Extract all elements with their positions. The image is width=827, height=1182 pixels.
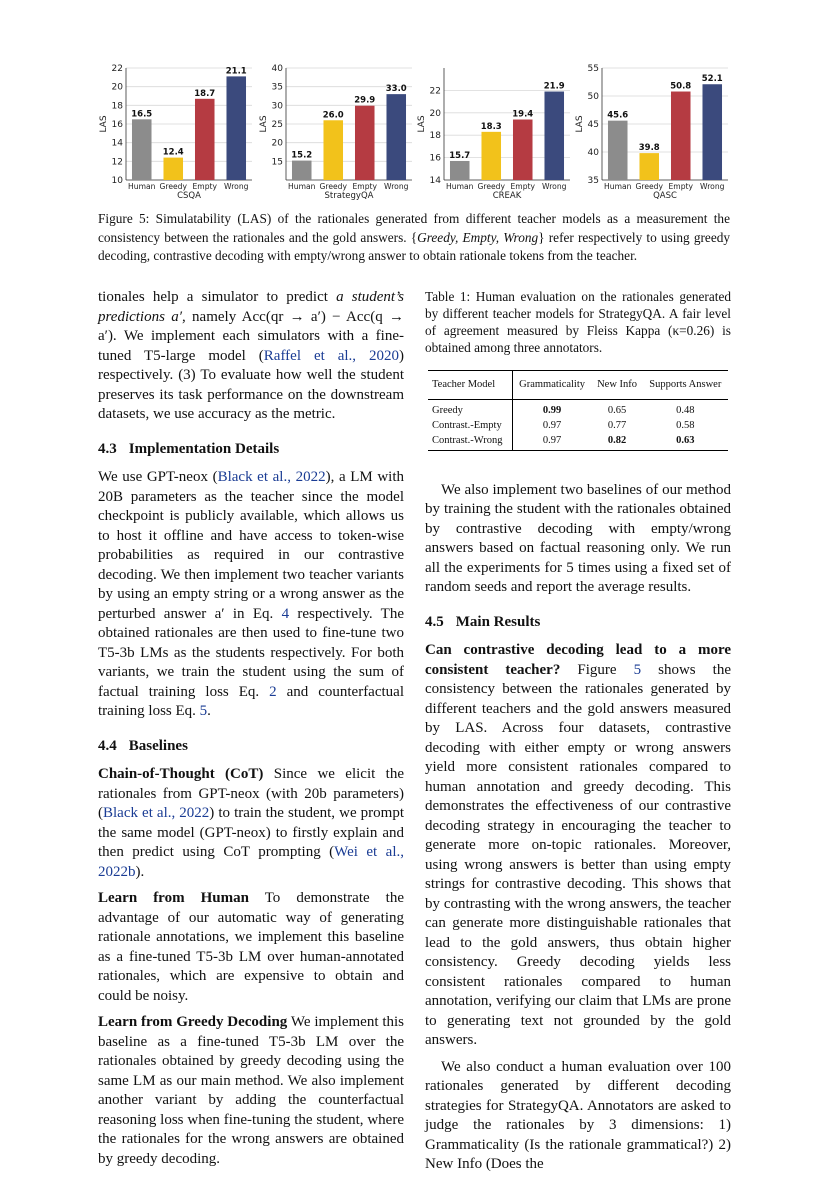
y-axis-label: LAS xyxy=(575,115,585,133)
chart-csqa xyxy=(96,60,256,205)
x-axis-label: CSQA xyxy=(177,191,201,201)
data-label: 15.7 xyxy=(449,150,471,161)
x-tick-label: Empty xyxy=(668,182,693,191)
bar xyxy=(702,84,722,180)
x-tick-label: Greedy xyxy=(159,182,187,191)
chart-creak xyxy=(414,60,574,205)
y-tick-label: 45 xyxy=(587,120,599,130)
x-tick-label: Wrong xyxy=(384,182,409,191)
bar xyxy=(639,153,659,180)
y-tick-label: 15 xyxy=(271,157,283,168)
bar xyxy=(323,120,343,180)
citation-link[interactable]: Wei et al., 2022b xyxy=(98,844,404,880)
bar xyxy=(163,158,183,180)
y-axis-label: LAS xyxy=(259,115,269,133)
section-heading-4-5: 4.5 Main Results xyxy=(425,613,541,630)
data-label: 52.1 xyxy=(701,74,723,85)
x-tick-label: Wrong xyxy=(542,182,567,191)
y-axis-label: LAS xyxy=(417,115,427,133)
bar xyxy=(132,119,152,180)
y-tick-label: 40 xyxy=(587,148,599,158)
data-label: 12.4 xyxy=(162,147,184,158)
bar xyxy=(226,76,246,180)
bar xyxy=(450,161,470,180)
bar xyxy=(671,92,691,180)
data-label: 50.8 xyxy=(670,81,692,92)
human-eval-table xyxy=(428,370,728,451)
y-tick-label: 18 xyxy=(111,101,123,112)
section-heading-4-3: 4.3 Implementation Details xyxy=(98,440,280,457)
data-label: 18.7 xyxy=(194,88,216,99)
y-tick-label: 14 xyxy=(111,138,123,149)
y-tick-label: 22 xyxy=(429,86,441,97)
data-label: 26.0 xyxy=(322,110,344,121)
x-tick-label: Greedy xyxy=(635,182,663,191)
y-tick-label: 20 xyxy=(429,108,441,119)
citation-link[interactable]: Black et al., 2022 xyxy=(217,469,326,485)
y-tick-label: 25 xyxy=(271,120,283,130)
equation-ref-link[interactable]: 2 xyxy=(269,683,277,700)
paragraph: We also implement two baselines of our method by training the student with the rationales obtained by contrastive decoding with empty/wrong answers based on factual reasoning only. We run all the experiments for 5 times using a fixed set of random seeds and report the average results. xyxy=(425,481,731,595)
paragraph: Chain-of-Thought (CoT) Since we elicit the rationales from GPT-neox (with 20b parameters) (Black et al., 2022) to train the student, we prompt the same model (GPT-neox) to firstly explain and then predict using CoT prompting (Wei et al., 2022b). xyxy=(98,766,404,880)
citation-link[interactable]: Raffel et al., 2020 xyxy=(263,347,399,364)
y-tick-label: 18 xyxy=(429,131,441,142)
table-header: Supports Answer xyxy=(643,371,728,400)
y-axis-label: LAS xyxy=(99,115,109,133)
chart-qasc xyxy=(572,60,732,205)
y-tick-label: 22 xyxy=(111,64,123,74)
paragraph: Learn from Human To demonstrate the advantage of our automatic way of generating rationale annotations, we implement this baseline as a fine-tuned T5-3b LM over human-annotated rationales, which are expensive to obtain and could be noisy. xyxy=(98,890,404,1004)
left-column xyxy=(98,288,404,1176)
x-tick-label: Human xyxy=(128,182,156,191)
paragraph: Learn from Greedy Decoding We implement this baseline as a fine-tuned T5-3b LM over the rationales obtained by greedy decoding using the same LM as our main method. We also implement another variant by adding the counterfactual reasoning loss when fine-tuning the student, where the rationales for the wrong answers are obtained by greedy decoding. xyxy=(98,1014,404,1167)
y-tick-label: 35 xyxy=(587,176,599,186)
x-tick-label: Empty xyxy=(192,182,217,191)
y-tick-label: 50 xyxy=(587,92,599,102)
figure-caption: Figure 5: Simulatability (LAS) of the rationales generated from different teacher models as a measurement the consistency between the rationales and the gold answers. {Greedy, Empty, Wrong} refer respectively to using greedy decoding, contrastive decoding with empty/wrong answer to obtain rationale tokens from the teacher. xyxy=(98,211,731,263)
table-header: Grammaticality xyxy=(512,371,591,400)
table-row: Contrast.-Empty 0.97 0.77 0.58 xyxy=(428,418,728,433)
x-axis-label: CREAK xyxy=(492,191,522,201)
bar xyxy=(195,99,215,180)
table-caption: Table 1: Human evaluation on the rationales generated by different teacher models for StrategyQA. A fair level of agreement measured by Fleiss Kappa (κ=0.26) is obtained among three annotators. xyxy=(425,289,731,355)
paragraph: We also conduct a human evaluation over 100 rationales generated by different decoding strategies for StrategyQA. Annotators are asked to judge the rationales by 3 dimensions: 1) Grammaticality (Is the rationale grammatical?) 2) New Info (Does the xyxy=(425,1058,731,1172)
table-header: Teacher Model xyxy=(428,371,512,400)
y-tick-label: 10 xyxy=(111,176,123,186)
y-tick-label: 40 xyxy=(271,64,283,74)
y-tick-label: 16 xyxy=(429,153,441,164)
x-tick-label: Wrong xyxy=(224,182,249,191)
bar xyxy=(481,132,501,180)
data-label: 19.4 xyxy=(512,109,534,120)
x-axis-label: StrategyQA xyxy=(324,191,374,201)
y-tick-label: 20 xyxy=(111,82,123,93)
section-heading-4-4: 4.4 Baselines xyxy=(98,737,188,754)
y-tick-label: 30 xyxy=(271,101,283,112)
bar xyxy=(355,106,375,180)
equation-ref-link[interactable]: 4 xyxy=(281,605,290,622)
data-label: 33.0 xyxy=(385,84,407,95)
bar xyxy=(513,120,533,180)
data-label: 21.1 xyxy=(225,66,247,77)
x-tick-label: Greedy xyxy=(477,182,505,191)
data-label: 29.9 xyxy=(354,95,376,106)
y-tick-label: 16 xyxy=(111,120,123,130)
table-header: New Info xyxy=(592,371,643,400)
y-tick-label: 14 xyxy=(429,176,441,186)
bar xyxy=(292,161,312,180)
y-tick-label: 12 xyxy=(111,157,123,168)
figure-ref-link[interactable]: 5 xyxy=(633,661,642,678)
paragraph: tionales help a simulator to predict a student’s predictions a′, namely Acc(qr → a′) − Acc(q → a′). We implement each simulators with a fine-tuned T5-large model (Raffel et al., 2020) respectively. (3) To evaluate how well the student preserves its task performance on the downstream datasets, we use accuracy as the metric. xyxy=(98,289,404,422)
table-row: Greedy 0.99 0.65 0.48 xyxy=(428,399,728,418)
y-tick-label: 20 xyxy=(271,138,283,149)
x-tick-label: Human xyxy=(604,182,632,191)
paragraph: We use GPT-neox (Black et al., 2022), a LM with 20B parameters as the teacher since the model checkpoint is publicly available, which allows us to host it offline and have access to token-wise probabilities as required in our contrastive decoding. We then implement two teacher variants by using an empty string or a wrong answer as the perturbed answer a′ in Eq. 4 respectively. The obtained rationales are then used to fine-tune two T5-3b LMs as the students respectively. For both variants, we train the student using the sum of factual training loss Eq. 2 and counterfactual training loss Eq. 5. xyxy=(98,469,405,719)
data-label: 21.9 xyxy=(543,81,565,92)
table-row: Contrast.-Wrong 0.97 0.82 0.63 xyxy=(428,433,728,451)
x-tick-label: Greedy xyxy=(319,182,347,191)
y-tick-label: 55 xyxy=(587,64,599,74)
data-label: 39.8 xyxy=(638,143,660,154)
x-tick-label: Empty xyxy=(352,182,377,191)
bar xyxy=(544,92,564,180)
x-tick-label: Human xyxy=(288,182,316,191)
citation-link[interactable]: Black et al., 2022 xyxy=(103,805,210,821)
y-tick-label: 35 xyxy=(271,82,283,93)
data-label: 18.3 xyxy=(480,121,502,132)
x-axis-label: QASC xyxy=(653,191,677,201)
bar xyxy=(386,94,406,180)
data-label: 15.2 xyxy=(291,150,313,161)
right-column xyxy=(425,288,731,1182)
x-tick-label: Empty xyxy=(510,182,535,191)
chart-strategyqa xyxy=(256,60,416,205)
bar xyxy=(608,121,628,180)
figure-5 xyxy=(96,60,732,205)
paragraph: Can contrastive decoding lead to a more consistent teacher? Figure 5 shows the consistency between the rationales generated by different teachers and the gold answers measured by LAS. Across four datasets, contrastive decoding with either empty or wrong answers yield more consistent rationales compared to human annotation and greedy decoding. This demonstrates the effectiveness of our contrastive decoding strategy in encouraging the teacher to generate more on-topic rationales. Moreover, using wrong answers is better than using empty strings for contrastive decoding. This shows that by contrasting with the wrong answers, the teacher can generate more distinguishable rationales that lead to the gold answers, thus obtain higher consistency. Greedy decoding yields less consistent rationales compared to human annotation, verifying our claim that LMs are prone to generating text not grounded by the gold answers. xyxy=(425,642,731,1048)
x-tick-label: Wrong xyxy=(700,182,725,191)
data-label: 16.5 xyxy=(131,109,153,120)
equation-ref-link[interactable]: 5 xyxy=(199,703,208,719)
data-label: 45.6 xyxy=(607,110,629,121)
x-tick-label: Human xyxy=(446,182,474,191)
